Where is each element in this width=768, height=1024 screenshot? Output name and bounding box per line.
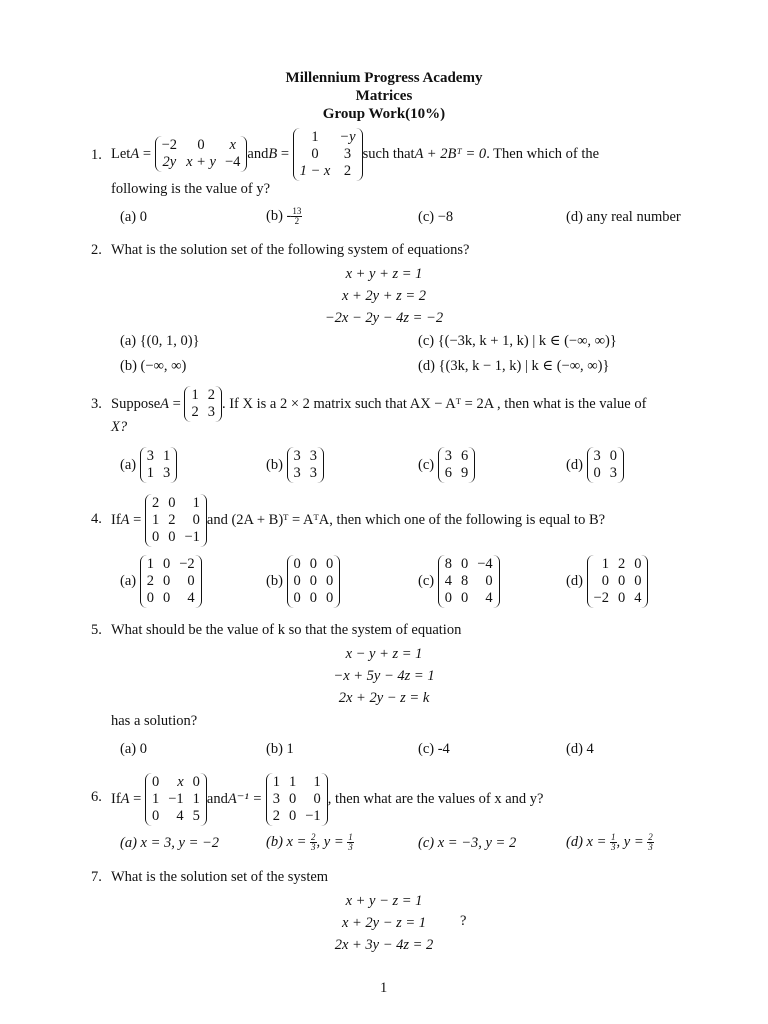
matrix-entry: 3	[309, 448, 318, 464]
q4-number: 4.	[91, 511, 102, 527]
matrix-entry: 3	[593, 448, 601, 464]
matrix-entry: 5	[192, 807, 200, 824]
matrix-entry: 0	[168, 494, 176, 511]
option-label: (c)	[418, 456, 438, 473]
option-label: (c)	[418, 573, 438, 589]
matrix-entry: 0	[162, 590, 171, 606]
matrix-entry: −2	[593, 590, 609, 606]
q5-equation-3: 2x + 2y − z = k	[338, 690, 430, 706]
matrix-entry: 3	[207, 404, 215, 420]
q7-equation-1: x + y − z = 1	[345, 893, 423, 909]
q3-text: Suppose	[111, 395, 161, 412]
option-label: (b)	[266, 456, 287, 473]
option-matrix	[587, 555, 649, 608]
matrix-entry: 1	[151, 511, 160, 528]
matrix-entry: −2	[179, 556, 195, 572]
matrix-entry: 4	[485, 590, 493, 606]
q1-text-line2: following is the value of y?	[111, 181, 271, 197]
matrix-entry: 0	[151, 528, 160, 545]
matrix-entry: 1	[313, 773, 321, 790]
q2-option-a[interactable]: (a) {(0, 1, 0)}	[120, 333, 200, 349]
matrix-entry: 2	[168, 511, 176, 528]
q1-matrix-b	[293, 128, 363, 181]
subject-title: Matrices	[355, 88, 413, 104]
matrix-entry: −4	[224, 154, 241, 170]
q1-text: . Then which of the	[486, 145, 600, 162]
matrix-entry: 3	[293, 465, 301, 481]
q1-option-a[interactable]: (a) 0	[120, 209, 147, 225]
q2-equation-1: x + y + z = 1	[345, 266, 423, 282]
matrix-entry: 2	[207, 387, 215, 403]
matrix-entry: 1	[192, 494, 200, 511]
matrix-entry: 4	[187, 590, 195, 606]
q3-number: 3.	[91, 396, 102, 412]
matrix-entry: −y	[339, 128, 356, 145]
matrix-entry: 0	[289, 807, 297, 824]
q5-equation-1: x − y + z = 1	[345, 646, 423, 662]
option-label: (a)	[120, 573, 140, 589]
q1-option-d[interactable]: (d) any real number	[566, 209, 681, 225]
matrix-entry: −2	[161, 137, 178, 153]
matrix-entry: 0	[634, 573, 642, 589]
q1-option-b[interactable]: (b) - $\frac{13}{2}$	[266, 206, 302, 226]
option-matrix	[287, 555, 341, 608]
matrix-entry: 0	[617, 573, 626, 589]
q3-text-line2: X?	[111, 419, 128, 435]
q7-text: What is the solution set of the system	[111, 869, 329, 885]
matrix-entry: 3	[293, 448, 301, 464]
matrix-entry: 1	[311, 128, 319, 145]
q6-matrix-a-inverse	[266, 773, 328, 826]
option-label: (d)	[566, 456, 587, 473]
matrix-entry: 1	[601, 556, 609, 572]
q4-statement: If A = 2 0 1 1 2 0 0 0 −1 and (2A + B)ᵀ = AᵀA, then which one of the following is equal to B?	[111, 494, 606, 545]
matrix-entry: 8	[460, 573, 469, 589]
matrix-entry: 0	[311, 145, 319, 162]
q2-option-c[interactable]: (c) {(−3k, k + 1, k) | k ∈ (−∞, ∞)}	[418, 333, 617, 349]
matrix-entry: 0	[444, 590, 452, 606]
matrix-entry: 1	[289, 773, 297, 790]
matrix-entry: 0	[293, 573, 301, 589]
matrix-entry: 0	[309, 573, 318, 589]
matrix-entry: 0	[151, 773, 160, 790]
q5-text: What should be the value of k so that the system of equation	[111, 622, 462, 638]
option-matrix	[438, 555, 500, 608]
matrix-entry: 2	[617, 556, 626, 572]
matrix-entry: 0	[197, 137, 205, 153]
matrix-entry: 0	[634, 556, 642, 572]
matrix-entry: 1	[151, 790, 160, 807]
matrix-entry: 2	[343, 162, 352, 179]
q3-statement: Suppose A = 1 2 2 3 . If X is a 2 × 2 matrix such that AX − Aᵀ = 2A , then what is the value of	[111, 387, 647, 420]
matrix-entry: 0	[162, 573, 171, 589]
q2-option-d[interactable]: (d) {(3k, k − 1, k) | k ∈ (−∞, ∞)}	[418, 358, 610, 374]
matrix-entry: 0	[168, 528, 176, 545]
matrix-entry: 1	[146, 465, 154, 481]
q6-statement: If A = 0 x 0 1 −1 1 0 4 5 and A⁻¹ = 1 1 1 3 0 0 2 0 −1 , then what are the values of x and y?	[111, 773, 544, 824]
q1-matrix-a	[155, 136, 248, 172]
matrix-entry: 0	[192, 773, 200, 790]
q4-text: If	[111, 511, 121, 528]
matrix-entry: 2	[151, 494, 160, 511]
matrix-entry: 1	[272, 773, 280, 790]
q6-option-d[interactable]: (d) x = $\frac{1}{3}$ , y = $\frac{2}{3}$	[566, 832, 653, 852]
q4-option-c[interactable]	[418, 555, 500, 608]
matrix-entry: 1	[162, 448, 171, 464]
q4-option-d[interactable]	[566, 555, 648, 608]
matrix-entry: 8	[444, 556, 452, 572]
matrix-entry: 0	[289, 790, 297, 807]
matrix-entry: 0	[326, 573, 334, 589]
q6-option-b[interactable]: (b) x = $\frac{2}{3}$ , y = $\frac{1}{3}$	[266, 832, 353, 852]
q6-text: and	[206, 790, 228, 807]
matrix-entry: 2	[146, 573, 154, 589]
matrix-entry: 2	[272, 807, 280, 824]
q5-text-line2: has a solution?	[111, 713, 198, 729]
matrix-entry: 0	[146, 590, 154, 606]
q1-statement: Let A = −2 0 x 2y x + y −4 and B = 1 −y 0 3 1 − x 2 such that A + 2Bᵀ = 0 . Then which of the	[111, 128, 600, 179]
option-matrix	[587, 447, 625, 483]
q5-option-d[interactable]: (d) 4	[566, 741, 594, 757]
q6-option-a[interactable]: (a) x = 3, y = −2	[120, 835, 220, 851]
q7-equation-2: x + 2y − z = 1	[341, 915, 427, 931]
option-matrix	[438, 447, 476, 483]
option-label: (a)	[120, 456, 140, 473]
matrix-entry: 1 − x	[299, 162, 331, 179]
matrix-entry: 0	[460, 556, 469, 572]
option-label: (b)	[266, 573, 287, 589]
q1-text: such that	[362, 145, 415, 162]
q4-option-b[interactable]	[266, 555, 340, 608]
q5-equation-2: −x + 5y − 4z = 1	[333, 668, 435, 684]
q3-text: . If X is a 2 × 2 matrix such that AX − Aᵀ = 2A , then what is the value of	[221, 395, 647, 412]
q1-option-b-fraction: $\frac{13}{2}$	[292, 206, 302, 226]
q4-option-a[interactable]	[120, 555, 202, 608]
matrix-entry: 0	[326, 590, 334, 606]
q6-inverse-label: A⁻¹ =	[227, 790, 263, 807]
q6-text: , then what are the values of x and y?	[327, 790, 544, 807]
q5-number: 5.	[91, 622, 102, 638]
matrix-entry: −4	[477, 556, 493, 572]
q3-option-c[interactable]	[418, 447, 475, 483]
matrix-entry: 0	[326, 556, 334, 572]
q3-option-d[interactable]	[566, 447, 624, 483]
q3-matrix-a	[184, 386, 222, 422]
matrix-entry: x + y	[186, 154, 216, 170]
matrix-entry: 0	[601, 573, 609, 589]
q2-option-b[interactable]: (b) (−∞, ∞)	[120, 358, 187, 374]
q5-option-b[interactable]: (b) 1	[266, 741, 294, 757]
q5-option-a[interactable]: (a) 0	[120, 741, 147, 757]
matrix-entry: 0	[192, 511, 200, 528]
option-label: (d)	[566, 573, 587, 589]
q6-option-c[interactable]: (c) x = −3, y = 2	[418, 835, 517, 851]
matrix-entry: −1	[184, 528, 200, 545]
q7-equation-3: 2x + 3y − 4z = 2	[334, 937, 434, 953]
matrix-entry: 1	[146, 556, 154, 572]
matrix-entry: 0	[293, 590, 301, 606]
matrix-entry: 0	[313, 790, 321, 807]
matrix-entry: 0	[460, 590, 469, 606]
school-name: Millennium Progress Academy	[285, 70, 483, 86]
matrix-entry: 2	[191, 404, 199, 420]
matrix-entry: 3	[343, 145, 352, 162]
matrix-entry: 4	[444, 573, 452, 589]
matrix-entry: 1	[191, 387, 199, 403]
matrix-entry: 6	[460, 448, 469, 464]
assignment-title: Group Work(10%)	[322, 106, 446, 122]
q1-text: and	[247, 145, 269, 162]
option-matrix	[140, 447, 178, 483]
matrix-entry: 3	[444, 448, 452, 464]
matrix-entry: 0	[151, 807, 160, 824]
matrix-entry: 4	[634, 590, 642, 606]
matrix-entry: 2y	[162, 154, 177, 170]
q4-text: and (2A + B)ᵀ = AᵀA, then which one of the following is equal to B?	[206, 511, 606, 528]
q1-text: Let	[111, 145, 131, 162]
matrix-entry: 0	[293, 556, 301, 572]
q6-number: 6.	[91, 789, 102, 805]
q1-condition: A + 2Bᵀ = 0	[414, 145, 487, 162]
q4-matrix-a	[145, 494, 207, 547]
q5-option-c[interactable]: (c) -4	[418, 741, 450, 757]
matrix-entry: 9	[460, 465, 469, 481]
matrix-entry: 3	[146, 448, 154, 464]
matrix-entry: 3	[272, 790, 280, 807]
q7-number: 7.	[91, 869, 102, 885]
matrix-entry: x	[177, 773, 184, 790]
option-matrix	[287, 447, 325, 483]
q7-question-mark: ?	[460, 913, 467, 929]
q2-text: What is the solution set of the following system of equations?	[111, 242, 470, 258]
matrix-entry: 0	[309, 590, 318, 606]
matrix-entry: 0	[309, 556, 318, 572]
matrix-entry: 1	[192, 790, 200, 807]
matrix-entry: 6	[444, 465, 452, 481]
q2-number: 2.	[91, 242, 102, 258]
matrix-entry: x	[229, 137, 236, 153]
matrix-entry: 4	[176, 807, 184, 824]
matrix-entry: −1	[168, 790, 184, 807]
matrix-entry: 3	[609, 465, 618, 481]
q1-number: 1.	[91, 147, 102, 163]
page-number: 1	[380, 980, 388, 996]
matrix-entry: −1	[305, 807, 321, 824]
matrix-entry: 0	[162, 556, 171, 572]
option-matrix	[140, 555, 202, 608]
matrix-entry: 0	[593, 465, 601, 481]
q6-text: If	[111, 790, 121, 807]
q3-option-a[interactable]	[120, 447, 177, 483]
matrix-entry: 3	[309, 465, 318, 481]
matrix-entry: 3	[162, 465, 171, 481]
q6-matrix-a	[145, 773, 207, 826]
q2-equation-3: −2x − 2y − 4z = −2	[324, 310, 444, 326]
q2-equation-2: x + 2y + z = 2	[341, 288, 427, 304]
matrix-entry: 0	[485, 573, 493, 589]
matrix-entry: 0	[609, 448, 618, 464]
q1-option-c[interactable]: (c) −8	[418, 209, 454, 225]
q3-option-b[interactable]	[266, 447, 324, 483]
matrix-entry: 0	[187, 573, 195, 589]
matrix-entry: 0	[617, 590, 626, 606]
